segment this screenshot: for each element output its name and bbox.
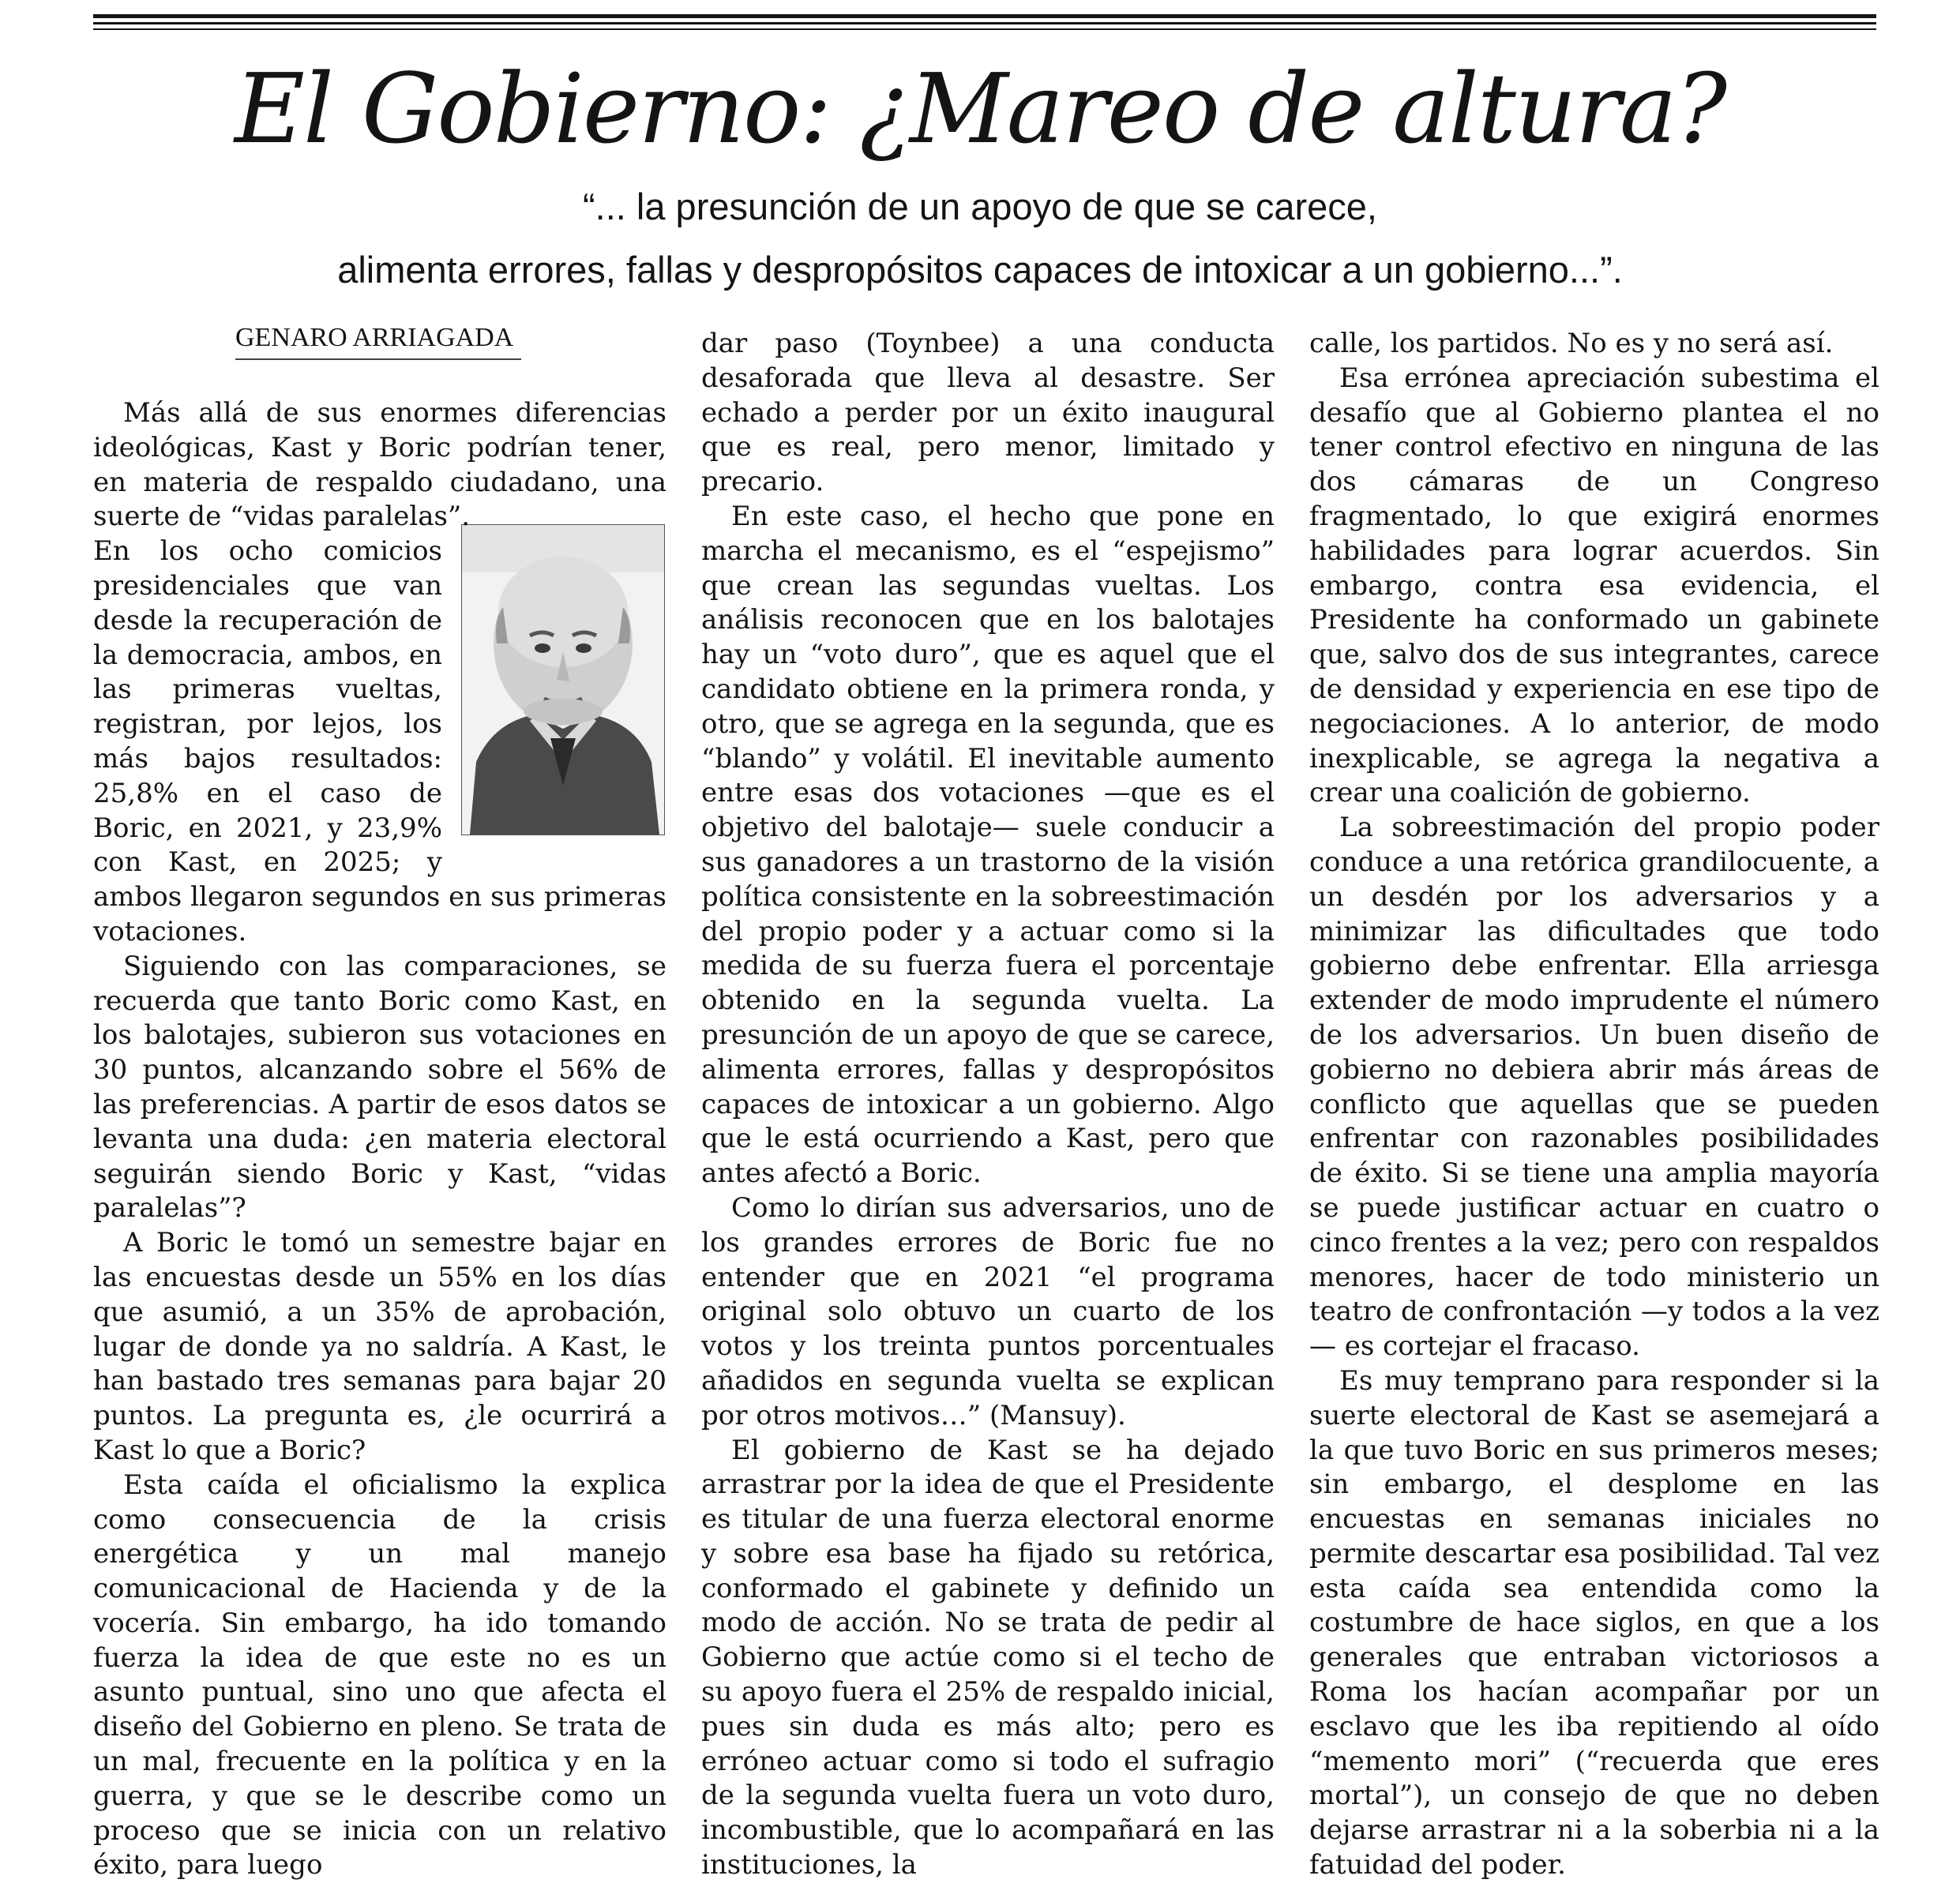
top-rule-thick <box>93 14 1876 18</box>
deck-quote-line-1: “... la presunción de un apoyo de que se carece, <box>583 186 1377 227</box>
paragraph: Es muy temprano para responder si la suerte electoral de Kast se asemejará a la que tuvo Boric en sus primeros meses; sin embargo, el desplome en las encuestas en semanas iniciales no permite descartar esa posibilidad. Tal vez esta caída sea entendida como la costumbre de hace siglos, en que a los generales que entraban victoriosos a Roma los hacían acompañar por un esclavo que les iba repitiendo al oído “memento mori” (“recuerda que eres mortal”), un consejo de que no deben dejarse arrastrar ni a la soberbia ni a la fatuidad del poder. <box>1309 1364 1879 1881</box>
top-rule-middle <box>93 22 1876 24</box>
top-rule-thin <box>93 28 1876 30</box>
byline-author: GENARO ARRIAGADA <box>235 319 521 360</box>
paragraph: dar paso (Toynbee) a una conducta desaforada que lleva al desastre. Ser echado a perder por un éxito inaugural que es real, pero menor, limitado y precario. <box>701 328 1275 498</box>
headline: El Gobierno: ¿Mareo de altura? <box>234 53 1725 165</box>
paragraph: Más allá de sus enormes diferencias ideológicas, Kast y Boric podrían tener, en materia de respaldo ciudadano, una suerte de “vidas paralelas”. <box>93 397 666 533</box>
paragraph: Como lo dirían sus adversarios, uno de los grandes errores de Boric fue no entender que en 2021 “el programa original solo obtuvo un cuarto de los votos y los treinta puntos porcentuales añadidos en segunda vuelta se explican por otros motivos…” (Mansuy). <box>701 1191 1275 1431</box>
article-column-1 <box>93 396 666 1883</box>
deck-quote-line-2: alimenta errores, fallas y despropósitos capaces de intoxicar a un gobierno...”. <box>337 249 1623 291</box>
article-column-2 <box>701 327 1275 1883</box>
paragraph: En los ocho comicios presidenciales que van desde la recuperación de la democracia, ambos, en las primeras vueltas, registran, por lejos, los más bajos resultados: 25,8% en el caso de Boric, en 2021, y 23,9% con Kast, en 2025; y ambos llegaron segundos en sus primeras votaciones. <box>93 535 666 947</box>
article-column-3 <box>1309 327 1879 1883</box>
paragraph: La sobreestimación del propio poder conduce a una retórica grandilocuente, a un desdén por los adversarios y a minimizar las dificultades que todo gobierno debe enfrentar. Ella arriesga extender de modo imprudente el número de los adversarios. Un buen diseño de gobierno no debiera abrir más áreas de conflicto que aquellas que se pueden enfrentar con razonables posibilidades de éxito. Si se tiene una amplia mayoría se puede justificar actuar en cuatro o cinco frentes a la vez; pero con respaldos menores, hacer de todo ministerio un teatro de confrontación —y todos a la vez— es cortejar el fracaso. <box>1309 812 1879 1363</box>
paragraph: En este caso, el hecho que pone en marcha el mecanismo, es el “espejismo” que crean las segundas vueltas. Los análisis reconocen que en los balotajes hay un “voto duro”, que es aquel que el candidato obtiene en la primera ronda, y otro, que se agrega en la segunda, que es “blando” y volátil. El inevitable aumento entre esas dos votaciones —que es el objetivo del balotaje— suele conducir a sus ganadores a un trastorno de la visión política consistente en la sobreestimación del propio poder y a actuar como si la medida de su fuerza fuera el porcentaje obtenido en la segunda vuelta. La presunción de un apoyo de que se carece, alimenta errores, fallas y despropósitos capaces de intoxicar a un gobierno. Algo que le está ocurriendo a Kast, pero que antes afectó a Boric. <box>701 500 1275 1190</box>
paragraph: A Boric le tomó un semestre bajar en las encuestas desde un 55% en los días que asumió, a un 35% de aprobación, lugar de donde ya no saldría. A Kast, le han bastado tres semanas para bajar 20 puntos. La pregunta es, ¿le ocurrirá a Kast lo que a Boric? <box>93 1227 666 1466</box>
paragraph: Esa errónea apreciación subestima el desafío que al Gobierno plantea el no tener control efectivo en ninguna de las dos cámaras de un Congreso fragmentado, lo que exigirá enormes habilidades para lograr acuerdos. Sin embargo, contra esa evidencia, el Presidente ha conformado un gabinete que, salvo dos de sus integrantes, carece de densidad y experiencia en ese tipo de negociaciones. A lo anterior, de modo inexplicable, se agrega la negativa a crear una coalición de gobierno. <box>1309 362 1879 809</box>
portrait-space <box>442 535 666 866</box>
paragraph: El gobierno de Kast se ha dejado arrastrar por la idea de que el Presidente es titular de una fuerza electoral enorme y sobre esa base ha fijado su retórica, conformado el gabinete y definido un modo de acción. No se trata de pedir al Gobierno que actúe como si el techo de su apoyo fuera el 25% de respaldo inicial, pues sin duda es más alto; pero es erróneo actuar como si todo el sufragio de la segunda vuelta fuera un voto duro, incombustible, que lo acompañará en las instituciones, la <box>701 1434 1275 1881</box>
paragraph: Esta caída el oficialismo la explica como consecuencia de la crisis energética y un mal manejo comunicacional de Hacienda y de la vocería. Sin embargo, ha ido tomando fuerza la idea de que este no es un asunto puntual, sino uno que afecta el diseño del Gobierno en pleno. Se trata de un mal, frecuente en la política y en la guerra, y que se le describe como un proceso que se inicia con un relativo éxito, para luego <box>93 1469 666 1881</box>
paragraph: Siguiendo con las comparaciones, se recuerda que tanto Boric como Kast, en los balotajes, subieron sus votaciones en 30 puntos, alcanzando sobre el 56% de las preferencias. A partir de esos datos se levanta una duda: ¿en materia electoral seguirán siendo Boric y Kast, “vidas paralelas”? <box>93 950 666 1225</box>
paragraph: calle, los partidos. No es y no será así. <box>1309 328 1834 359</box>
